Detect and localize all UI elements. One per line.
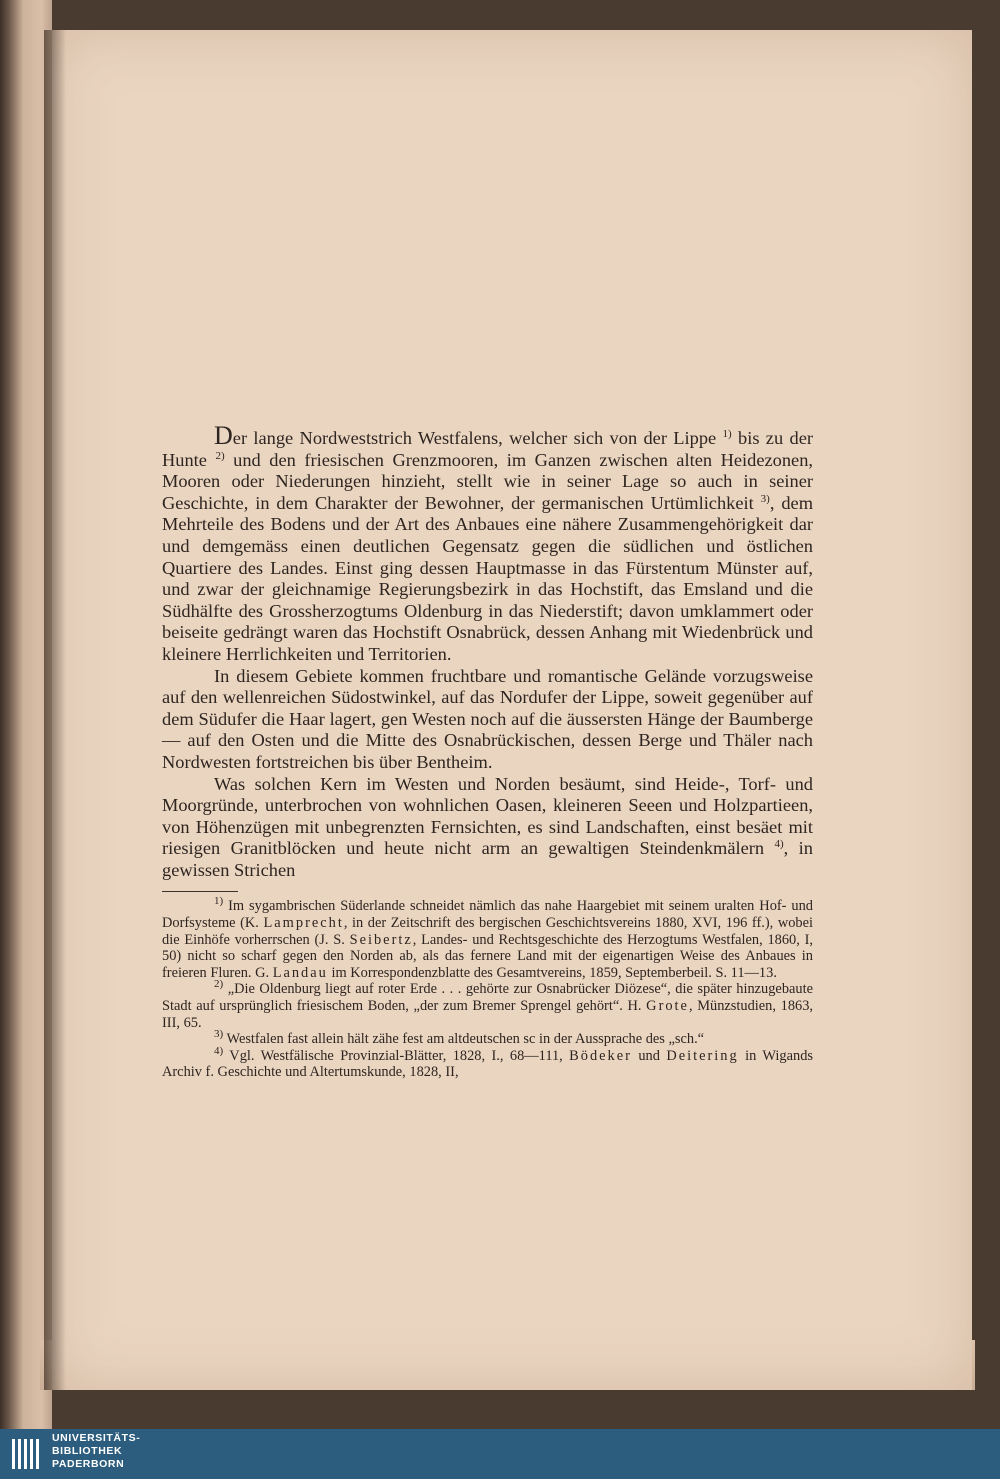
footnote-marker: 4) (214, 1045, 224, 1058)
footnote-rule (162, 891, 238, 892)
library-name-line-2: BIBLIOTHEK (52, 1445, 123, 1457)
text-run: , dem Mehrteile des Bodens und der Art des Anbaues eine nähere Zusammengehörigkeit dar und demgemäss einen deutlichen Gegensatz gegen die südlichen und östlichen Quartiere des Landes. Einst ging dessen Hauptmasse in das Fürstentum Münster auf, und zwar der gleichnamige Regierungsbezirk in das Hochstift, das Emsland und die Südhälfte des Grossherzogtums Oldenburg in das Niederstift; davon umklammert oder beiseite gedrängt waren das Hochstift Osnabrück, dessen Anhang mit Wiedenbrück und kleinere Herrlichkeiten und Territorien. (162, 492, 813, 664)
text-run: Westfalen fast allein hält zähe fest am altdeutschen sc in der Aussprache des „sch.“ (223, 1031, 705, 1048)
footnote-marker: 4) (774, 838, 784, 851)
spaced-name: Grote (646, 998, 689, 1015)
footnote (162, 895, 813, 981)
text-run: er lange Nordweststrich Westfalens, welcher sich von der Lippe (232, 428, 723, 448)
footnote-marker: 3) (760, 492, 770, 505)
text-run: und (631, 1047, 667, 1064)
initial-letter: D (214, 421, 233, 450)
text-run: , Münzstudien, 1863, III, 65. (162, 998, 813, 1031)
footnote-marker: 3) (214, 1028, 224, 1041)
body-paragraph (162, 421, 813, 666)
footnote-marker: 2) (214, 978, 224, 991)
text-run: „Die Oldenburg liegt auf roter Erde . . . gehörte zur Osnabrücker Diözese“, die später hinzugebaute Stadt auf ursprünglich friesischem Boden, „der zum Bremer Sprengel gehört“. H. (162, 981, 813, 1015)
text-run: , Landes- und Rechtsgeschichte des Herzogtums Westfalen, 1860, I, 50) nicht so scharf gegen den Norden ab, als das fernere Land mit der eigenartigen Weise des Anbaues in freieren Fluren. G. (162, 931, 813, 981)
text-run: In diesem Gebiete kommen fruchtbare und romantische Gelände vorzugsweise auf den wellenreichen Südostwinkel, auf das Nordufer der Lippe, soweit gegenüber auf dem Südufer die Haar lagert, gen Westen noch auf die äussersten Hänge der Baumberge — auf den Osten und die Mitte des Osnabrückischen, dessen Berge und Thäler nach Nordwesten fortstreichen bis über Bentheim. (162, 665, 813, 772)
library-name-line-1: UNIVERSITÄTS- (52, 1432, 141, 1444)
footnote-marker: 1) (214, 895, 224, 908)
library-logo-icon (10, 1435, 44, 1473)
gutter-shadow (44, 30, 66, 1390)
spaced-name: Bödeker (569, 1047, 632, 1064)
body-paragraph (162, 666, 813, 774)
spaced-name: Landau (272, 964, 328, 981)
footnote (162, 1045, 813, 1081)
footnotes (162, 895, 813, 1081)
library-name-line-3: PADERBORN (52, 1458, 125, 1470)
text-run: , in gewissen Strichen (162, 838, 813, 880)
footnote-marker: 2) (215, 449, 225, 462)
spaced-name: Deitering (666, 1047, 739, 1064)
text-run: im Korrespondenzblatte des Gesamtvereins, 1859, Septemberbeil. S. 11—13. (327, 964, 777, 981)
footnote (162, 978, 813, 1031)
text-run: Im sygambrischen Süderlande schneidet nämlich das nahe Haargebiet mit seinem uralten Hof- und Dorfsysteme (K. (162, 898, 813, 932)
text-run: in Wigands Archiv f. Geschichte und Altertumskunde, 1828, II, (162, 1047, 813, 1081)
spaced-name: Lamprecht (263, 915, 344, 932)
footnote-marker: 1) (722, 427, 732, 440)
text-block (162, 421, 813, 1081)
text-run: Was solchen Kern im Westen und Norden besäumt, sind Heide-, Torf- und Moorgründe, unterbrochen von wohnlichen Oasen, kleineren Seeen und Holzpartieen, von Höhenzügen mit unbegrenzten Fernsichten, es sind Landschaften, einst besäet mit riesigen Granitblöcken und heute nicht arm an gewaltigen Steindenkmälern (162, 773, 813, 859)
library-bar (0, 1429, 1000, 1479)
text-run: , in der Zeitschrift des bergischen Geschichtsvereins 1880, XVI, 196 ff.), wobei die Einhöfe vorherrschen (J. S. (162, 915, 813, 948)
spaced-name: Seibertz (349, 931, 413, 948)
body-paragraph (162, 774, 813, 882)
footnote (162, 1028, 813, 1048)
text-run: bis zu der Hunte (162, 428, 813, 470)
book-page (52, 30, 972, 1390)
body-text (162, 421, 813, 881)
text-run: und den friesischen Grenzmooren, im Ganzen zwischen alten Heidezonen, Mooren oder Niederungen hinzieht, stellt wie in seiner Lage so auch in seiner Geschichte, in dem Charakter der Bewohner, der germanischen Urtümlichkeit (162, 449, 813, 513)
text-run: Vgl. Westfälische Provinzial-Blätter, 1828, I., 68—111, (223, 1047, 570, 1064)
